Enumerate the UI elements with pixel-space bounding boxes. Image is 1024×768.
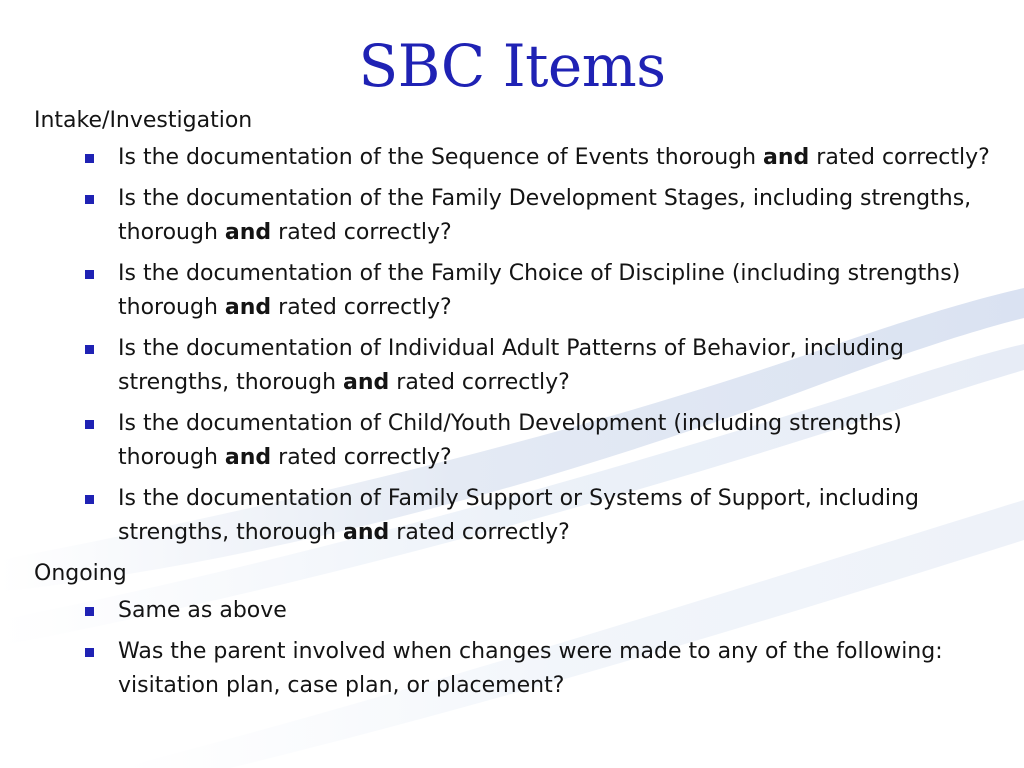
list-item-emphasis: and [224, 445, 272, 470]
list-item [34, 635, 994, 703]
list-item-emphasis: and [224, 295, 272, 320]
list-item-emphasis: and [343, 370, 390, 395]
section-heading-ongoing: Ongoing [34, 561, 127, 586]
square-bullet-icon [85, 648, 94, 657]
square-bullet-icon [85, 154, 94, 163]
ongoing-list [34, 594, 994, 703]
list-item-text: rated correctly? [389, 370, 570, 395]
slide-title: SBC Items [358, 32, 666, 100]
square-bullet-icon [85, 270, 94, 279]
list-item-text: Was the parent involved when changes were made to any of the following: visitation plan, case plan, or placement? [118, 639, 943, 698]
list-item-text: Is the documentation of the Sequence of Events thorough [118, 145, 764, 170]
square-bullet-icon [85, 195, 94, 204]
slide-content [34, 104, 994, 710]
list-item [34, 182, 994, 250]
intake-investigation-list [34, 141, 994, 550]
list-item [34, 594, 994, 628]
square-bullet-icon [85, 495, 94, 504]
square-bullet-icon [85, 607, 94, 616]
list-item [34, 141, 994, 175]
list-item [34, 482, 994, 550]
list-item-text: Is the documentation of the Family Choice of Discipline (including strengths) thorough [118, 261, 961, 320]
list-item-text: rated correctly? [271, 295, 452, 320]
list-item-text: rated correctly? [809, 145, 990, 170]
list-item [34, 257, 994, 325]
list-item-text: Is the documentation of Family Support or Systems of Support, including strengths, thorough [118, 486, 919, 545]
square-bullet-icon [85, 345, 94, 354]
list-item-text: Is the documentation of Individual Adult Patterns of Behavior, including strengths, thorough [118, 336, 904, 395]
list-item-text: rated correctly? [271, 220, 452, 245]
list-item-text: Is the documentation of the Family Development Stages, including strengths, thorough [118, 186, 972, 245]
list-item [34, 407, 994, 475]
list-item [34, 332, 994, 400]
list-item-text: Same as above [118, 598, 287, 623]
list-item-emphasis: and [343, 520, 390, 545]
list-item-text: rated correctly? [389, 520, 570, 545]
list-item-text: Is the documentation of Child/Youth Development (including strengths) thorough [118, 411, 902, 470]
list-item-emphasis: and [224, 220, 272, 245]
list-item-text: rated correctly? [271, 445, 452, 470]
list-item-emphasis: and [763, 145, 810, 170]
section-heading-intake-investigation: Intake/Investigation [34, 108, 253, 133]
square-bullet-icon [85, 420, 94, 429]
